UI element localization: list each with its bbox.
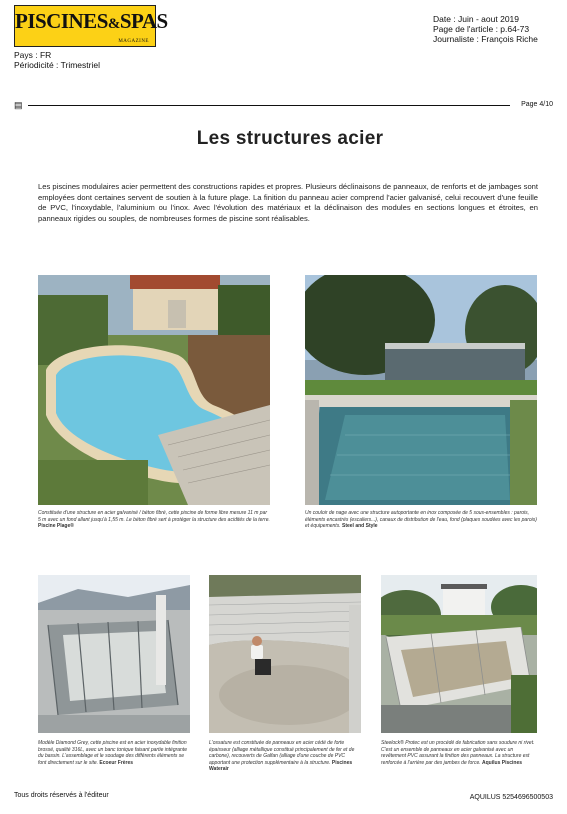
- photo-steel-panels: [209, 575, 361, 733]
- photo-galvanized-panels: [381, 575, 537, 733]
- photo-freeform-pool: [38, 275, 270, 505]
- caption-2: Un couloir de nage avec une structure autoportante en inox composée de 5 sous-ensembles : parois, éléments encastrés (escaliers...), canaux de distribution de l'eau, fond (plaques soudées avec les parois) et équipements. Steel and Style: [305, 510, 537, 529]
- date-label: Date : Juin - aout 2019: [433, 14, 520, 24]
- periodicity-label: Périodicité : Trimestriel: [14, 60, 100, 70]
- publication-meta: [14, 50, 100, 70]
- article-page: [28, 120, 552, 785]
- photo-stainless-pool: [38, 575, 190, 733]
- journalist-label: Journaliste : François Riche: [433, 34, 538, 44]
- country-label: Pays : FR: [14, 50, 52, 60]
- logo-wordmark: PISCINES&SPAS: [15, 9, 168, 33]
- footer-code: AQUILUS 5254696500503: [469, 794, 553, 801]
- caption-3: Modèle Diamond Grey, cette piscine est en acier inoxydable finition brossé, qualité 316L, avec un banc tonique faisant partie intégrante du bassin. L'assemblage et le soudage des différents éléments se font directement sur le site. Ecoeur Frères: [38, 740, 187, 766]
- article-meta: [433, 14, 538, 44]
- article-page-label: Page de l'article : p.64-73: [433, 24, 530, 34]
- article-title: Les structures acier: [196, 128, 384, 149]
- photo-swim-lane: [305, 275, 537, 505]
- header-divider: [28, 105, 510, 106]
- caption-1: Constituée d'une structure en acier galvanisé / béton fibré, cette piscine de forme libre mesure 11 m par 5 m avec un fond allant jusqu'à 1,55 m. Le béton fibré sert à protéger la structure des acidités de la terre. Piscine Plage®: [38, 510, 270, 529]
- magazine-logo: [14, 5, 168, 47]
- article-intro: Les piscines modulaires acier permettent des constructions rapides et propres. Plusieurs déclinaisons de panneaux, de renforts et de jambages sont employées dont certaines servent de soutien à la future plage. La finition du panneau acier comprend l'acier galvanisé, celui recouvert d'une feuille de PVC, l'inoxydable, l'aluminium ou l'inox. Avec l'évolution des matériaux et la déclinaison des modules en sections longues et étroites, en panneaux rigides ou souples, de nombreuses formes de piscine sont réalisables.: [38, 182, 538, 223]
- logo-subtitle: MAGAZINE: [118, 39, 149, 44]
- caption-5: Steelock® Protec est un procédé de fabrication sans soudure ni rivet. C'est un ensemble de panneaux en acier galvanisé avec un revêtement PVC assurant la finition des panneaux. La structure est renforcée à l'arrière par des jambes de force. Aquilus Piscines: [381, 740, 535, 766]
- footer-rights: Tous droits réservés à l'éditeur: [14, 792, 109, 799]
- page-number: Page 4/10: [521, 101, 553, 108]
- caption-4: L'ossature est constituée de panneaux en acier cédé de forte épaisseur (alliage métallique constitué principalement de fer et de carbone), recouverts de Galfan (alliage d'une couche de PVC apportant une protection supplémentaire à la structure. Piscines Waterair: [209, 740, 355, 772]
- document-icon: ▤: [14, 100, 23, 110]
